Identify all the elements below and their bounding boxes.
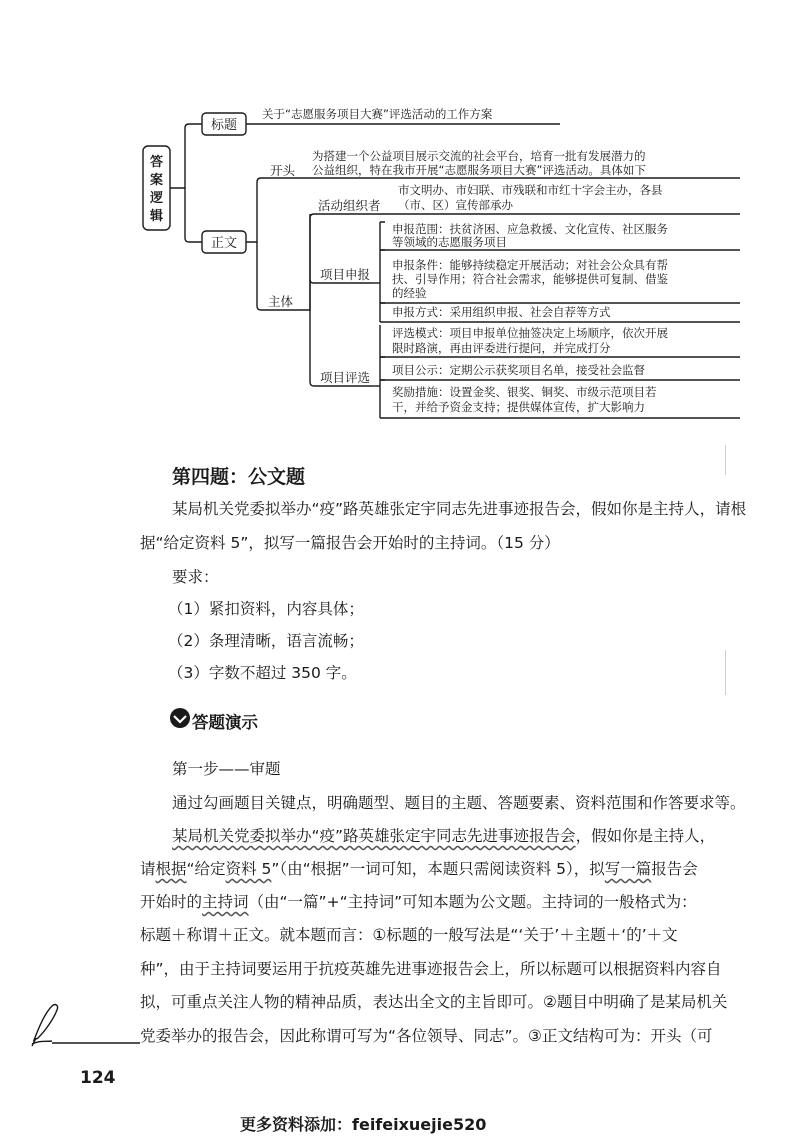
analysis-line: 种”，由于主持词要运用于抗疫英雄先进事迹报告会上，所以标题可以根据资料内容自 [140,960,722,978]
analysis-text: 请 [140,860,156,878]
requirement-item: （2）条理清晰，语言流畅； [168,632,364,650]
root-char: 案 [149,173,164,188]
evaluation-reward: 奖励措施：设置金奖、银奖、铜奖、市级示范项目若 [392,385,657,399]
body-node-label: 正文 [210,236,238,251]
analysis-line: 标题＋称谓＋正文。就本题而言：①标题的一般写法是“‘关于’＋主题＋‘的’＋文 [140,926,678,944]
evaluation-label: 项目评选 [320,370,371,385]
requirement-item: （3）字数不超过 350 字。 [168,664,357,682]
requirement-item: （1）紧扣资料，内容具体； [168,600,364,618]
root-char: 逻 [149,191,164,206]
question-stem: 某局机关党委拟举办“疫”路英雄张定宇同志先进事迹报告会，假如你是主持人，请根 [172,500,747,518]
evaluation-mode: 限时路演，再由评委进行提问，并完成打分 [392,341,611,355]
pen-icon [28,1000,143,1050]
opening-label: 开头 [270,163,296,178]
analysis-text: 开始时的 [140,893,203,911]
wavy-highlight: 主持词 [202,893,249,911]
organizer-line: 市文明办、市妇联、市残联和市红十字会主办，各县 [398,183,663,197]
declaration-condition: 申报条件：能够持续稳定开展活动；对社会公众具有帮 [392,258,668,272]
declaration-scope: 等领域的志愿服务项目 [392,235,507,249]
answer-logic-mindmap [0,0,800,430]
analysis-line: 党委举办的报告会，因此称谓可写为“各位领导、同志”。③正文结构可为：开头（可 [140,1027,713,1045]
analysis-text: （由“一篇”+“主持词”可知本题为公文题。主持词的一般格式为： [248,893,697,911]
scan-artifact [725,445,726,475]
opening-line: 为搭建一个公益项目展示交流的社会平台，培育一批有发展潜力的 [312,149,646,163]
question-heading: 第四题：公文题 [172,466,306,488]
requirements-title: 要求： [172,568,219,586]
title-node-label: 标题 [210,118,238,133]
opening-line: 公益组织，特在我市开展“志愿服务项目大赛”评选活动。具体如下 [312,163,646,177]
analysis-line [140,895,697,911]
page-number: 124 [80,1068,116,1088]
analysis-text: ，假如你是主持人， [575,827,716,845]
answer-demo-icon [170,708,190,728]
declaration-condition: 扶、引导作用；符合社会需求，能够提供可复制、借鉴 [392,272,668,286]
declaration-method: 申报方式：采用组织申报、社会自荐等方式 [392,305,611,319]
organizer-label: 活动组织者 [318,198,381,213]
evaluation-publicity: 项目公示：定期公示获奖项目名单，接受社会监督 [392,363,645,377]
scan-artifact [725,650,726,695]
analysis-line [172,829,715,845]
analysis-line [140,862,698,878]
evaluation-mode: 评选模式：项目申报单位抽签决定上场顺序，依次开展 [392,326,668,340]
wavy-highlight: 根据 [155,860,187,878]
title-node-content: 关于“志愿服务项目大赛”评选活动的工作方案 [262,107,493,121]
evaluation-reward: 干，并给予资金支持；提供媒体宣传，扩大影响力 [392,400,645,414]
question-stem: 据“给定资料 5”，拟写一篇报告会开始时的主持词。（15 分） [140,534,560,552]
declaration-scope: 申报范围：扶贫济困、应急救援、文化宣传、社区服务 [392,222,668,236]
analysis-line: 拟，可重点关注人物的精神品质，表达出全文的主旨即可。②题目中明确了是某局机关 [140,993,728,1011]
wavy-highlight: 写一篇 [604,860,652,878]
declaration-label: 项目申报 [320,267,371,282]
root-char: 答 [149,155,164,170]
wavy-highlight: 某局机关党委拟举办“疫”路英雄张定宇同志先进事迹报告会 [172,827,576,845]
root-char: 辑 [149,209,164,224]
analysis-text: “给定 [186,860,226,878]
answer-demo-heading: 答题演示 [192,713,258,732]
organizer-line: （市、区）宣传部承办 [398,198,513,212]
analysis-text: 报告会 [651,860,698,878]
wavy-highlight: 资料 5 [225,860,272,878]
footer-note: 更多资料添加：feifeixuejie520 [240,1115,487,1134]
analysis-text: ”（由“根据”一词可知，本题只需阅读资料 5），拟 [271,860,605,878]
step-intro: 通过勾画题目关键点，明确题型、题目的主题、答题要素、资料范围和作答要求等。 [172,794,746,812]
declaration-condition: 的经验 [392,286,427,300]
main-label: 主体 [268,294,294,309]
step-title: 第一步——审题 [172,760,281,778]
root-node [149,154,163,224]
